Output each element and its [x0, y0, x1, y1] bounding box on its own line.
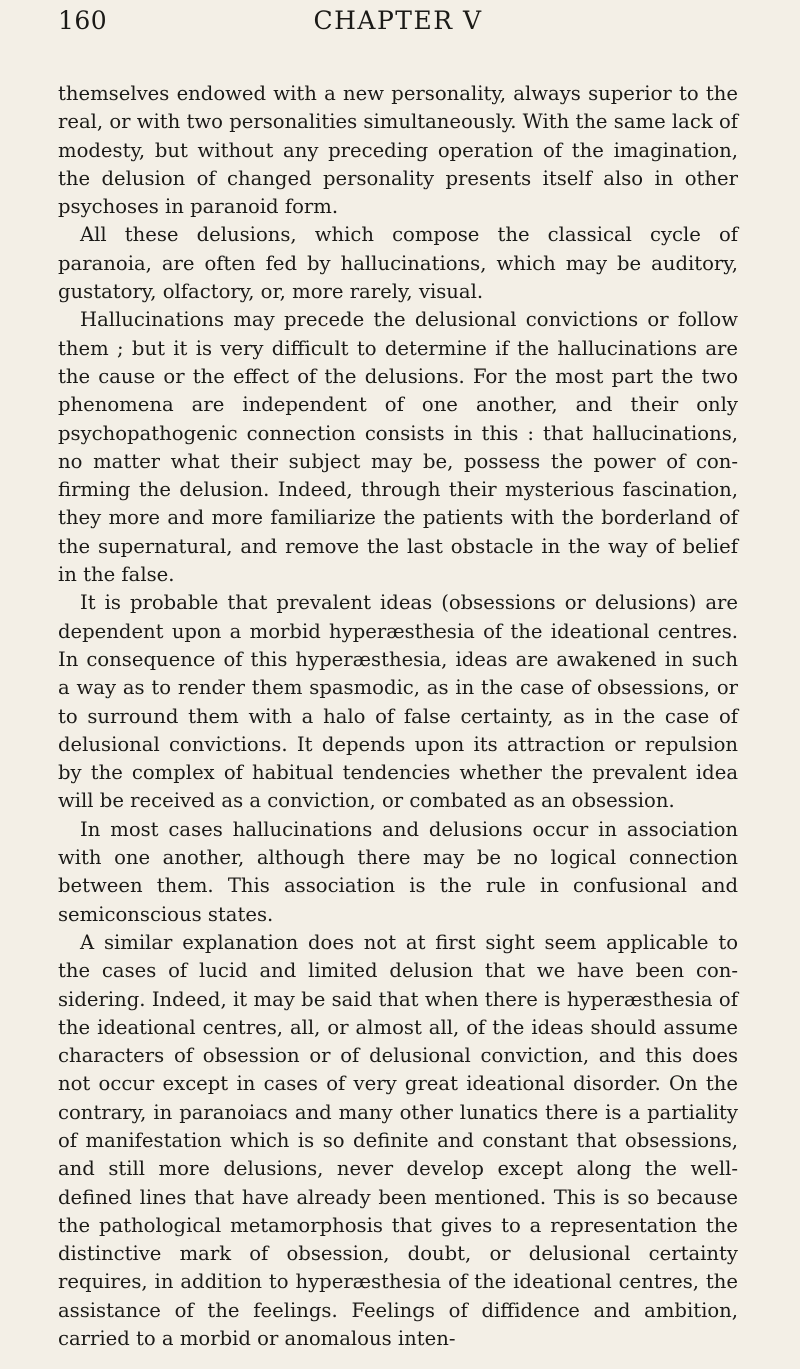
paragraph: Hallucinations may precede the delusional convictions or follow them ; but it is very difficult to determine if the hallucinations are the cause or the effect of the delusions. For the most part the two phenomena are independent of one another, and their only psychopathogenic connection consists in this : that hallucinations, no matter what their subject may be, possess the power of confirming the delusion. Indeed, through their mysterious fascination, they more and more familiarize the patients with the borderland of the supernatural, and remove the last obstacle in the way of belief in the false. [58, 308, 738, 587]
page-number: 160 [58, 6, 108, 35]
paragraph: All these delusions, which compose the classical cycle of paranoia, are often fed by hallucinations, which may be auditory, gustatory, olfactory, or, more rarely, visual. [58, 223, 738, 304]
running-head [58, 0, 738, 66]
chapter-title: CHAPTER V [313, 6, 483, 35]
body-text [58, 80, 738, 1353]
paragraph: themselves endowed with a new personality, always superior to the real, or with two personalities simultaneously. With the same lack of modesty, but without any preceding operation of the imagination, the delusion of changed personality presents itself also in other psychoses in paranoid form. [58, 82, 738, 219]
paragraph: In most cases hallucinations and delusions occur in association with one another, although there may be no logical connection between them. This association is the rule in confusional and semiconscious states. [58, 817, 738, 926]
paragraph: It is probable that prevalent ideas (obsessions or delusions) are dependent upon a morbid hyperæsthesia of the ideational centres. In consequence of this hyperæsthesia, ideas are awakened in such a way as to render them spasmodic, as in the case of obsessions, or to surround them with a halo of false certainty, as in the case of delusional convictions. It depends upon its attraction or repulsion by the complex of habitual tendencies whether the prevalent idea will be received as a conviction, or combated as an obsession. [58, 591, 738, 813]
paragraph: A similar explanation does not at first sight seem applicable to the cases of lucid and limited delusion that we have been considering. Indeed, it may be said that when there is hyperæsthesia of the ideational centres, all, or almost all, of the ideas should assume characters of obsession or of delusional conviction, and this does not occur except in cases of very great ideational disorder. On the contrary, in paranoiacs and many other lunatics there is a partiality of manifestation which is so definite and constant that obsessions, and still more delusions, never develop except along the well-defined lines that have already been mentioned. This is so because the pathological metamorphosis that gives to a representation the distinctive mark of obsession, doubt, or delusional certainty requires, in addition to hyperæsthesia of the ideational centres, the assistance of the feelings. Feelings of diffidence and ambition, carried to a morbid or anomalous inten- [58, 930, 738, 1351]
